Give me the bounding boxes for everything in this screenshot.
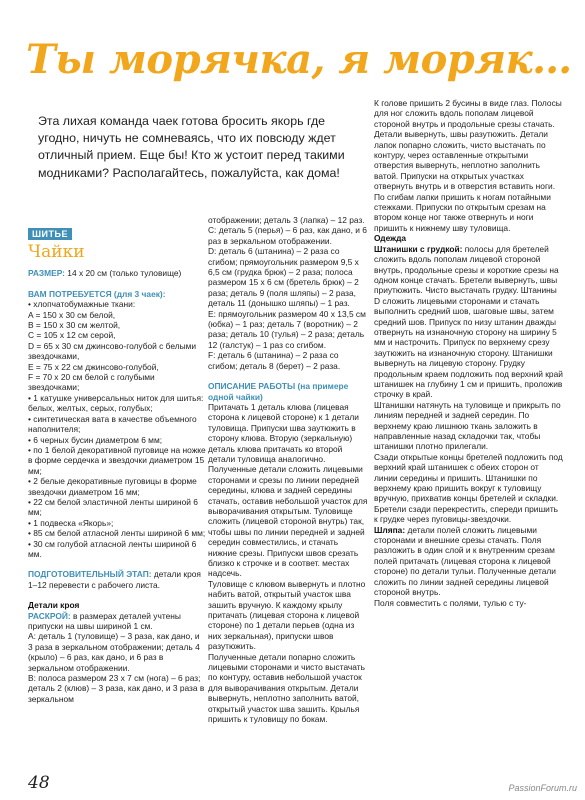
- hat-paragraph: [374, 525, 564, 598]
- work-paragraph-1: Притачать 1 деталь клюва (лицевая сторона к лицевой стороне) к 1 детали туловища. Припуски шва заутюжить в сторону клюва. Вторую (зеркальную) деталь клюва притачать ко второй детали туловища аналогично. Полученные детали сложить лицевыми сторонами и срезы по линии передней середины, клюва и задней середины стачать, оставив небольшой участок для выворачивания открытым. Туловище сложить (лицевой стороной внутрь) так, чтобы швы по линии передней и задней середин совместились, и стачать нижние срезы. Припуски швов срезать близко к строчке и в соответ. местах надсечь.: [208, 401, 368, 579]
- column-3: [374, 98, 564, 608]
- straps-cross-paragraph: Бретели сзади перекрестить, спереди пришить к грудке через пуговицы-звездочки.: [374, 503, 559, 525]
- cut-line-3: B: полоса размером 23 х 7 см (нога) – 6 раз; деталь 2 (клюв) – 3 раза, как дано, и 3 раза в зеркальном: [28, 673, 205, 704]
- cut-continued-3: D: деталь 6 (штанина) – 2 раза со сгибом; прямоугольник размером 9,5 х 6,5 см (грудка брюк) – 2 раза; полоса размером 15 х 6 см (бретель брюк) – 2 раза; деталь 9 (поля шляпы) – 2 раза, деталь 11 (донышко шляпы) – 1 раз.: [208, 246, 359, 309]
- materials-item: C = 105 х 12 см серой,: [28, 330, 116, 341]
- materials-item: • 6 черных бусин диаметром 6 мм;: [28, 434, 163, 445]
- prep-text: детали кроя 1–12 перевести с рабочего листа.: [28, 569, 201, 590]
- column-2: [208, 215, 368, 725]
- straps-paragraph: Сзади открытые концы бретелей подложить под верхний край штанишек с обеих сторон от линии середины и пришить. Штанишки по верхнему краю пришить вокруг к туловищу вручную, прихватив концы бретелей и складки.: [374, 451, 563, 504]
- cut-continued-4: E: прямоугольник размером 40 х 13,5 см (юбка) – 1 раз; деталь 7 (воротник) – 2 раза; деталь 10 (тулья) – 2 раза; деталь 12 (галстук) – 1 раз со сгибом.: [208, 308, 366, 350]
- section-header: [28, 228, 206, 240]
- cut-heading: Детали кроя: [28, 600, 80, 611]
- cut-line-1: [28, 611, 206, 632]
- materials-list: [28, 299, 206, 559]
- materials-item: • 2 белые декоративные пуговицы в форме звездочки диаметром 16 мм;: [28, 476, 197, 497]
- watermark: PassionForum.ru: [508, 783, 577, 793]
- intro-paragraph: [38, 113, 363, 182]
- work-paragraph-2: Туловище с клювом вывернуть и плотно набить ватой, открытый участок шва зашить вручную. К каждому крылу притачать (лицевая сторона к лицевой стороне) по 1 детали перьев (одна из них зеркальная), припуски швов разутюжить.: [208, 578, 366, 652]
- prep-label: ПОДГОТОВИТЕЛЬНЫЙ ЭТАП:: [28, 569, 152, 580]
- prep-line: [28, 569, 206, 590]
- pants-paragraph: [374, 244, 564, 400]
- size-line: [28, 268, 206, 278]
- work-heading: ОПИСАНИЕ РАБОТЫ (на примере одной чайки): [208, 381, 349, 402]
- section-title: Чайки: [28, 242, 85, 263]
- size-label: РАЗМЕР:: [28, 268, 65, 279]
- cut-line-2: A: деталь 1 (туловище) – 3 раза, как дано, и 3 раза в зеркальном отображении; деталь 4 (крыло) – 6 раз, как дано, и 6 раз в зеркальном отображении.: [28, 631, 200, 673]
- pants-fit-paragraph: Штанишки натянуть на туловище и прикрыть по линиям передней и задней середин. По верхнему краю лишнюю ткань заложить в направленные назад складочки так, чтобы штанишки плотно прилегали.: [374, 399, 561, 452]
- materials-item: • 22 см белой эластичной ленты шириной 6 мм;: [28, 496, 198, 518]
- hat-continued: Поля совместить с полями, тулью с ту-: [374, 597, 527, 608]
- hat-label: Шляпа:: [374, 524, 406, 535]
- materials-item: E = 75 х 22 см джинсово-голубой,: [28, 361, 159, 372]
- pants-text: полосы для бретелей сложить вдоль пополам лицевой стороной внутрь, продольные срезы и короткие срезы на одном конце стачать. Бретели вывернуть, швы приутюжить. Чисто выстачать грудку. Штанины D сложить лицевыми сторонами и стачать выполнить средний шов, шаговые швы, затем средний шов. Припуск по низу штанин дважды отвернуть на изнаночную сторону на ширину 5 мм и настрочить. Припуск по верхнему срезу заутюжить на изнаночную сторону. Штанишки вывернуть на лицевую сторону. Грудку продольным краем подложить под верхний край штанишек на глубину 1 см и пришить, проложив строчку в край.: [374, 243, 563, 400]
- work-paragraph-3: Полученные детали попарно сложить лицевыми сторонами и чисто выстачать по контуру, оставив небольшой участок для выворачивания открытым. Детали вывернуть, неплотно заполнить ватой, открытый участок шва зашить. Крылья пришить к туловищу по бокам.: [208, 651, 365, 725]
- cut-continued-2: C: деталь 5 (перья) – 6 раз, как дано, и 6 раз в зеркальном отображении.: [208, 225, 367, 246]
- legs-paragraph: К голове пришить 2 бусины в виде глаз. Полосы для ног сложить вдоль пополам лицевой стороной внутрь и продольные срезы стачать. Детали вывернуть, швы разутюжить. Детали лапок попарно сложить, чисто выстачать по контуру, через оставленные открытыми отверстия вывернуть, неплотно заполнить ватой. Припуски на открытых участках отвернуть внутрь и в отверстия вставить ноги. По сгибам лапки пришить к ногам потайными стежками. Припуски по открытым срезам на втором конце ног также отвернуть и ноги пришить к нижнему шву туловища.: [374, 98, 562, 233]
- materials-item: • синтетическая вата в качестве объемного наполнителя;: [28, 413, 197, 435]
- materials-item: D = 65 х 30 см джинсово-голубой с белыми звездочками,: [28, 340, 197, 362]
- cut-text-1: в размерах деталей учтены припуски на швы шириной 1 см.: [28, 610, 181, 631]
- page-title: Ты морячка, я моряк…: [26, 36, 572, 83]
- intro-text: Эта лихая команда чаек готова бросить якорь где угодно, ничуть не сомневаясь, что их повсюду ждет отличный прием. Еще бы! Кто ж устоит перед такими модниками? Располагайтесь, пожалуйста, как дома!: [38, 114, 345, 180]
- cut-continued-5: F: деталь 6 (штанина) – 2 раза со сгибом; деталь 8 (берет) – 2 раза.: [208, 350, 341, 371]
- materials-item: F = 70 х 20 см белой с голубыми звездочками;: [28, 372, 155, 393]
- section-label: ШИТЬЕ: [28, 228, 72, 240]
- materials-item: • 1 подвеска «Якорь»;: [28, 517, 114, 528]
- cut-label: РАСКРОЙ:: [28, 610, 71, 621]
- pants-label: Штанишки с грудкой:: [374, 243, 463, 254]
- column-1: [28, 228, 206, 704]
- materials-item: • хлопчатобумажные ткани:: [28, 299, 136, 310]
- materials-item: A = 150 х 30 см белой,: [28, 309, 116, 320]
- materials-item: • 1 катушке универсальных ниток для шитья: белых, желтых, серых, голубых;: [28, 392, 204, 414]
- size-text: 14 х 20 см (только туловище): [64, 268, 182, 279]
- materials-item: • 85 см белой атласной ленты шириной 6 мм;: [28, 528, 206, 539]
- materials-item: • по 1 белой декоративной пуговице на ножке в форме сердечка и звездочки диаметром 15 мм;: [28, 444, 206, 476]
- materials-item: B = 150 х 30 см желтой,: [28, 320, 121, 331]
- materials-item: • 30 см голубой атласной ленты шириной 6 мм.: [28, 538, 197, 559]
- clothes-heading: Одежда: [374, 233, 407, 244]
- materials-heading: ВАМ ПОТРЕБУЕТСЯ (для 3 чаек):: [28, 288, 166, 299]
- cut-continued-1: отображении; деталь 3 (лапка) – 12 раз.: [208, 215, 365, 225]
- page-number: 48: [28, 773, 50, 793]
- hat-text: детали полей сложить лицевыми сторонами и внешние срезы стачать. Поля разложить в один слой и к внутренним срезам полей притачать (лицевая сторона к лицевой стороне) по детали тульи. Полученные детали сложить по линии задней середины лицевой стороной внутрь.: [374, 524, 556, 598]
